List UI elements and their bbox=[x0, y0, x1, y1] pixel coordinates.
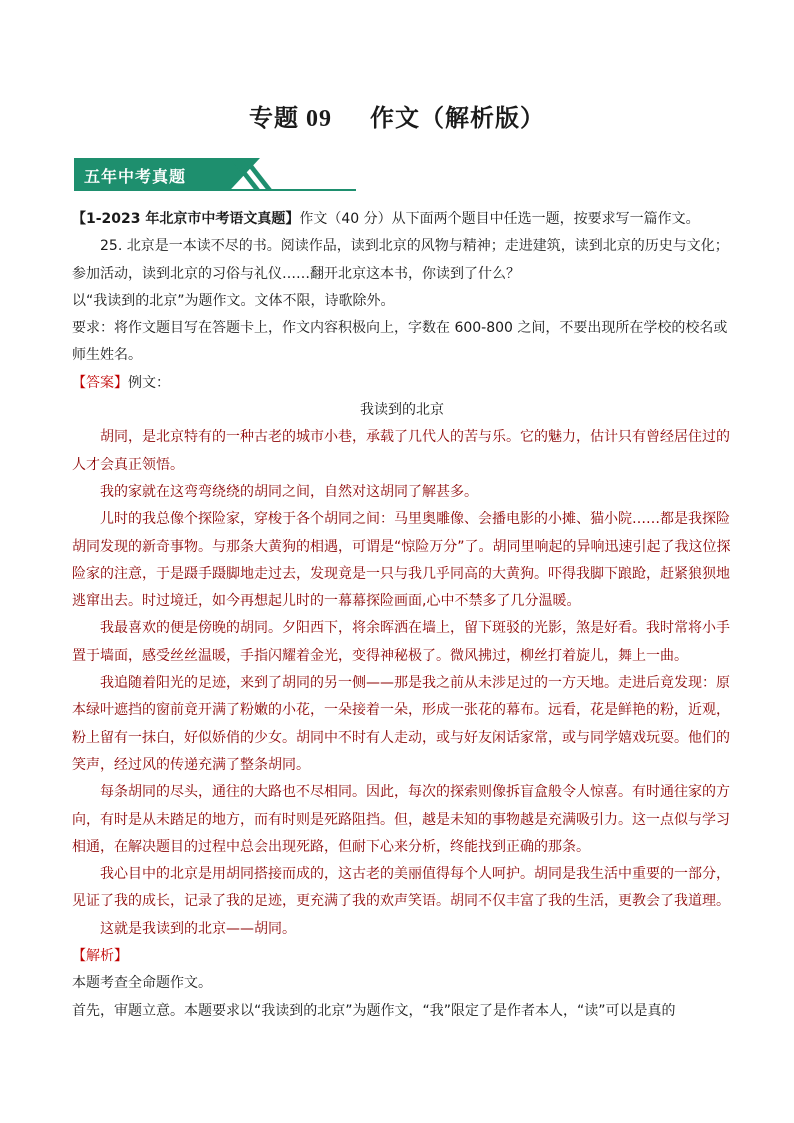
analysis-line: 本题考查全命题作文。 bbox=[72, 975, 212, 992]
question-source: 【1-2023 年北京市中考语文真题】 bbox=[72, 211, 300, 227]
banner-underline bbox=[74, 189, 356, 191]
document-body bbox=[72, 206, 732, 1025]
answer-header bbox=[72, 370, 732, 397]
essay-paragraph: 我的家就在这弯弯绕绕的胡同之间，自然对这胡同了解甚多。 bbox=[100, 483, 478, 500]
answer-label-suffix: 例文： bbox=[128, 374, 170, 391]
banner-label: 五年中考真题 bbox=[84, 167, 187, 186]
essay-paragraph: 儿时的我总像个探险家，穿梭于各个胡同之间：马里奥雕像、会播电影的小摊、猫小院……都是我探险胡同发现的新奇事物。与那条大黄狗的相遇，可谓是“惊险万分”了。胡同里响起的异响迅速引起了我这位探险家的注意，于是蹑手蹑脚地走过去，发现竟是一只与我几乎同高的大黄狗。吓得我脚下踉跄，赶紧狼狈地逃窜出去。时过境迁，如今再想起儿时的一幕幕探险画面,心中不禁多了几分温暖。 bbox=[72, 511, 731, 610]
title-number: 专题 09 bbox=[249, 106, 332, 132]
question-requirement: 要求：将作文题目写在答题卡上，作文内容积极向上，字数在 600-800 之间，不要出现所在学校的校名或师生姓名。 bbox=[72, 320, 728, 364]
analysis-header bbox=[72, 943, 732, 970]
question-header bbox=[72, 206, 732, 233]
essay-paragraph: 我最喜欢的便是傍晚的胡同。夕阳西下，将余晖洒在墙上，留下斑驳的光影，煞是好看。我时常将小手置于墙面，感受丝丝温暖，手指闪耀着金光，变得神秘极了。微风拂过，柳丝打着旋儿，舞上一曲。 bbox=[72, 620, 730, 664]
answer-label: 【答案】 bbox=[72, 374, 128, 391]
analysis-line: 首先，审题立意。本题要求以“我读到的北京”为题作文，“我”限定了是作者本人，“读”可以是真的 bbox=[72, 1002, 676, 1019]
page-title bbox=[0, 98, 794, 133]
section-banner bbox=[74, 158, 356, 192]
question-task: 以“我读到的北京”为题作文。文体不限，诗歌除外。 bbox=[72, 292, 395, 309]
title-topic: 作文（解析版） bbox=[370, 104, 545, 132]
essay-paragraph: 每条胡同的尽头，通往的大路也不尽相同。因此，每次的探索则像拆盲盒般令人惊喜。有时通往家的方向，有时是从未踏足的地方，而有时则是死路阻挡。但，越是未知的事物越是充满吸引力。这一点似与学习相通，在解决题目的过程中总会出现死路，但耐下心来分析，终能找到正确的那条。 bbox=[72, 784, 730, 855]
question-prompt: 25. 北京是一本读不尽的书。阅读作品，读到北京的风物与精神；走进建筑，读到北京的历史与文化；参加活动，读到北京的习俗与礼仪……翻开北京这本书，你读到了什么？ bbox=[72, 238, 729, 282]
essay-paragraph: 我心目中的北京是用胡同搭接而成的，这古老的美丽值得每个人呵护。胡同是我生活中重要的一部分，见证了我的成长，记录了我的足迹，更充满了我的欢声笑语。胡同不仅丰富了我的生活，更教会了我道理。 bbox=[72, 866, 730, 910]
essay-paragraph: 我追随着阳光的足迹，来到了胡同的另一侧——那是我之前从未涉足过的一方天地。走进后竟发现：原本绿叶遮挡的窗前竟开满了粉嫩的小花，一朵接着一朵，形成一张花的幕布。远看，花是鲜艳的粉，近观，粉上留有一抹白，好似娇俏的少女。胡同中不时有人走动，或与好友闲话家常，或与同学嬉戏玩耍。他们的笑声，经过风的传递充满了整条胡同。 bbox=[72, 675, 730, 773]
question-intro: 作文（40 分）从下面两个题目中任选一题，按要求写一篇作文。 bbox=[299, 211, 700, 227]
essay-paragraph: 这就是我读到的北京——胡同。 bbox=[100, 920, 296, 937]
essay-paragraph: 胡同，是北京特有的一种古老的城市小巷，承载了几代人的苦与乐。它的魅力，估计只有曾经居住过的人才会真正领悟。 bbox=[72, 429, 730, 473]
analysis-label: 【解析】 bbox=[72, 948, 128, 965]
essay-title: 我读到的北京 bbox=[360, 402, 444, 419]
